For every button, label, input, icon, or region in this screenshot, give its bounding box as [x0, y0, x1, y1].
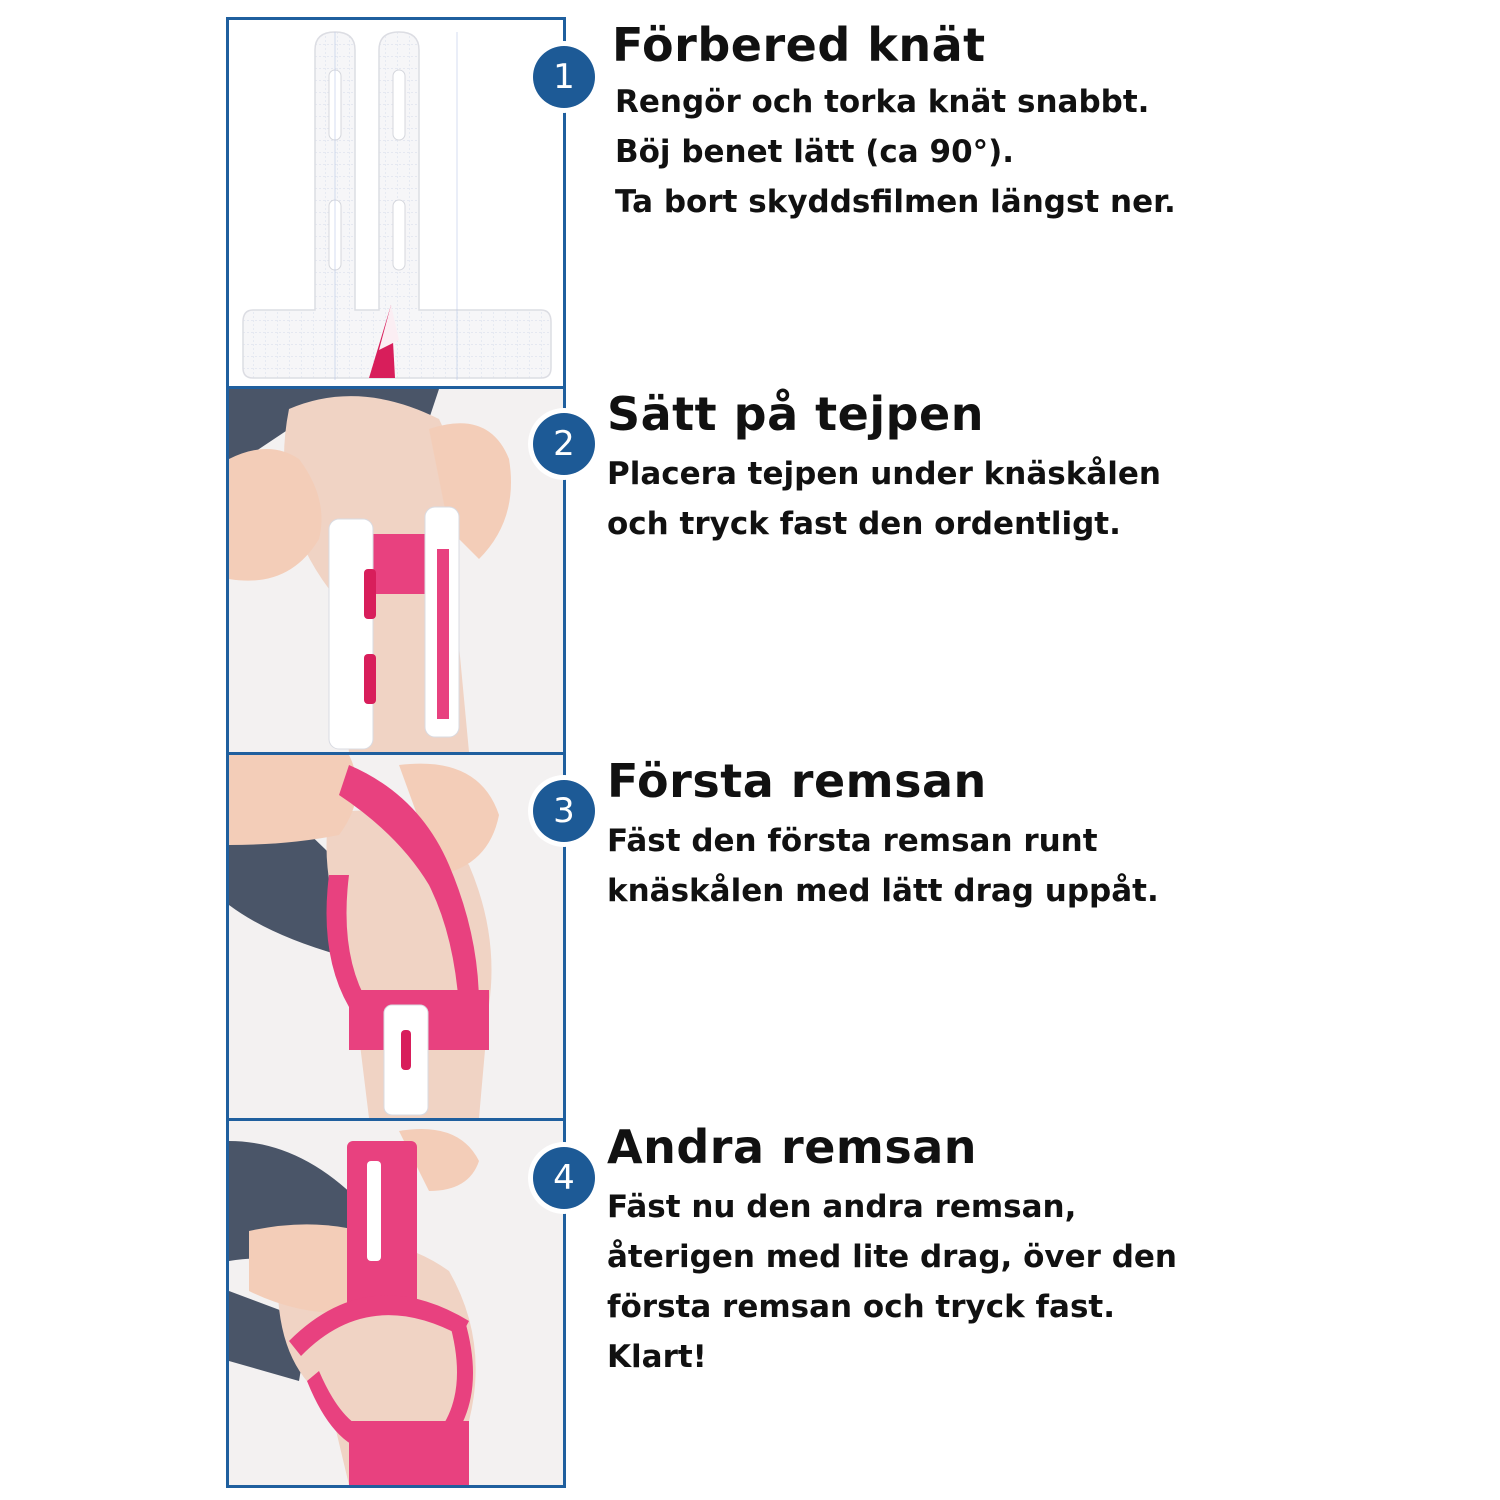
step-4-line-2: återigen med lite drag, över den — [607, 1239, 1178, 1275]
step-1-line-3: Ta bort skyddsfilmen längst ner. — [615, 184, 1176, 220]
step-2-number: 2 — [533, 413, 595, 475]
step-3-image — [229, 755, 563, 1118]
step-3-number: 3 — [533, 780, 595, 842]
step-2-badge — [528, 408, 600, 480]
step-2-image — [229, 389, 563, 752]
step-1-title: Förbered knät — [612, 18, 986, 72]
step-3-line-2: knäskålen med lätt drag uppåt. — [607, 873, 1159, 909]
step-4-number: 4 — [533, 1147, 595, 1209]
step-4-line-3: första remsan och tryck fast. — [607, 1289, 1115, 1325]
step-4-line-1: Fäst nu den andra remsan, — [607, 1189, 1077, 1225]
step-4-line-4: Klart! — [607, 1339, 707, 1375]
knee-tape-application-photo — [229, 389, 563, 752]
instruction-image-strip — [226, 17, 566, 1488]
second-strip-photo — [229, 1121, 563, 1485]
step-4-badge — [528, 1142, 600, 1214]
step-1-line-2: Böj benet lätt (ca 90°). — [615, 134, 1015, 170]
step-3-badge — [528, 775, 600, 847]
step-2-line-2: och tryck fast den ordentligt. — [607, 506, 1121, 542]
y-tape-illustration — [229, 20, 563, 386]
step-2-title: Sätt på tejpen — [607, 387, 984, 441]
step-1-badge — [528, 41, 600, 113]
step-1-line-1: Rengör och torka knät snabbt. — [615, 84, 1150, 120]
step-2-line-1: Placera tejpen under knäskålen — [607, 456, 1161, 492]
first-strip-photo — [229, 755, 563, 1118]
step-4-title: Andra remsan — [607, 1120, 978, 1174]
step-3-line-1: Fäst den första remsan runt — [607, 823, 1098, 859]
step-1-image — [229, 20, 563, 386]
step-3-title: Första remsan — [607, 754, 987, 808]
step-4-image — [229, 1121, 563, 1485]
step-1-number: 1 — [533, 46, 595, 108]
